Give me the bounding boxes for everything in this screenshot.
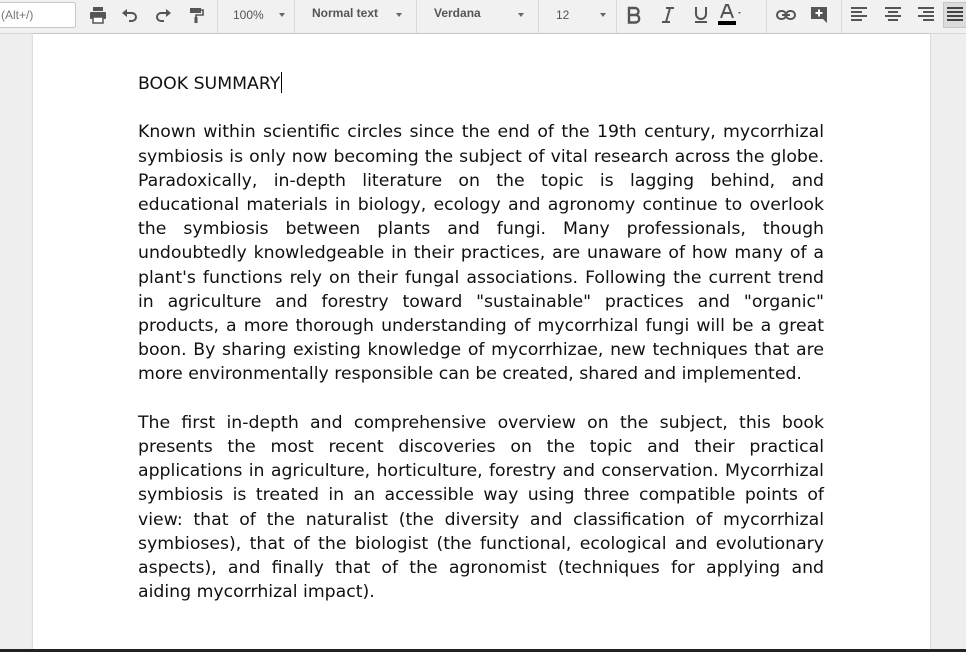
toolbar-separator	[538, 0, 539, 34]
undo-button[interactable]	[116, 2, 144, 28]
document-heading: BOOK SUMMARY	[138, 74, 281, 94]
font-select[interactable]	[434, 0, 524, 26]
align-right-button[interactable]	[912, 2, 940, 28]
align-center-icon	[884, 6, 902, 24]
document-paragraph: The first in-depth and comprehensive overview on the subject, this book presents the most recent discoveries on the topic and their practical applications in agriculture, horticulture, forestry and conservation. Mycorrhizal symbiosis is treated in an accessible way using three compatible points of view: that of the naturalist (the diversity and classification of mycorrhizal symbioses), that of the biologist (the functional, ecological and evolutionary aspects), and finally that of the agronomist (techniques for applying and aiding mycorrhizal impact).	[138, 412, 824, 603]
toolbar-separator	[294, 0, 295, 34]
style-value: Normal text	[312, 6, 379, 20]
toolbar-separator	[841, 0, 842, 34]
print-icon	[89, 6, 107, 24]
paint-format-icon	[188, 6, 206, 24]
chevron-down-icon	[600, 13, 606, 17]
paint-format-button[interactable]	[183, 2, 211, 28]
align-justify-icon	[946, 6, 964, 24]
font-size-select[interactable]	[556, 2, 606, 28]
document-heading-line	[138, 72, 824, 96]
style-select[interactable]	[312, 0, 402, 26]
underline-icon	[692, 6, 710, 24]
document-paragraph: Known within scientific circles since the end of the 19th century, mycorrhizal symbiosis is only now becoming the subject of vital research across the globe. Paradoxically, in-depth literature on the topic is lagging behind, and educational materials in biology, ecology and agronomy continue to overlook the symbiosis between plants and fungi. Many professionals, though undoubtedly knowledgeable in their practices, are unaware of how many of a plant's functions rely on their fungal associations. Following the current trend in agriculture and forestry toward "sustainable" practices and "organic" products, a more thorough understanding of mycorrhizal fungi will be a great boon. By sharing existing knowledge of mycorrhizae, new techniques that are more environmentally responsible can be created, shared and implemented.	[138, 122, 824, 385]
insert-link-button[interactable]	[772, 2, 800, 28]
align-center-button[interactable]	[879, 2, 907, 28]
font-value: Verdana	[434, 6, 481, 20]
link-icon	[776, 6, 796, 24]
italic-button[interactable]	[654, 2, 682, 28]
zoom-select[interactable]	[233, 2, 285, 28]
chevron-down-icon	[279, 13, 285, 17]
italic-icon	[659, 6, 677, 24]
menu-search-input[interactable]: (Alt+/)	[0, 2, 76, 28]
toolbar-separator	[766, 0, 767, 34]
document-page[interactable]	[33, 34, 930, 650]
toolbar-separator	[416, 0, 417, 34]
insert-comment-icon	[810, 6, 828, 24]
chevron-down-icon	[518, 13, 524, 17]
text-cursor	[281, 72, 282, 93]
chevron-down-icon	[396, 13, 402, 17]
align-right-icon	[917, 6, 935, 24]
document-body[interactable]	[138, 72, 824, 604]
align-left-button[interactable]	[845, 2, 873, 28]
text-color-button[interactable]	[718, 2, 758, 28]
bold-button[interactable]	[620, 2, 648, 28]
toolbar	[0, 0, 966, 34]
redo-button[interactable]	[149, 2, 177, 28]
zoom-value: 100%	[233, 8, 264, 22]
align-justify-button[interactable]	[943, 2, 966, 28]
bold-icon	[625, 6, 643, 24]
toolbar-separator	[217, 0, 218, 34]
toolbar-separator	[616, 0, 617, 34]
align-left-icon	[850, 6, 868, 24]
text-color-icon	[718, 4, 744, 26]
insert-comment-button[interactable]	[805, 2, 833, 28]
undo-icon	[121, 6, 139, 24]
underline-button[interactable]	[687, 2, 715, 28]
redo-icon	[154, 6, 172, 24]
font-size-value: 12	[556, 8, 570, 22]
print-button[interactable]	[84, 2, 112, 28]
